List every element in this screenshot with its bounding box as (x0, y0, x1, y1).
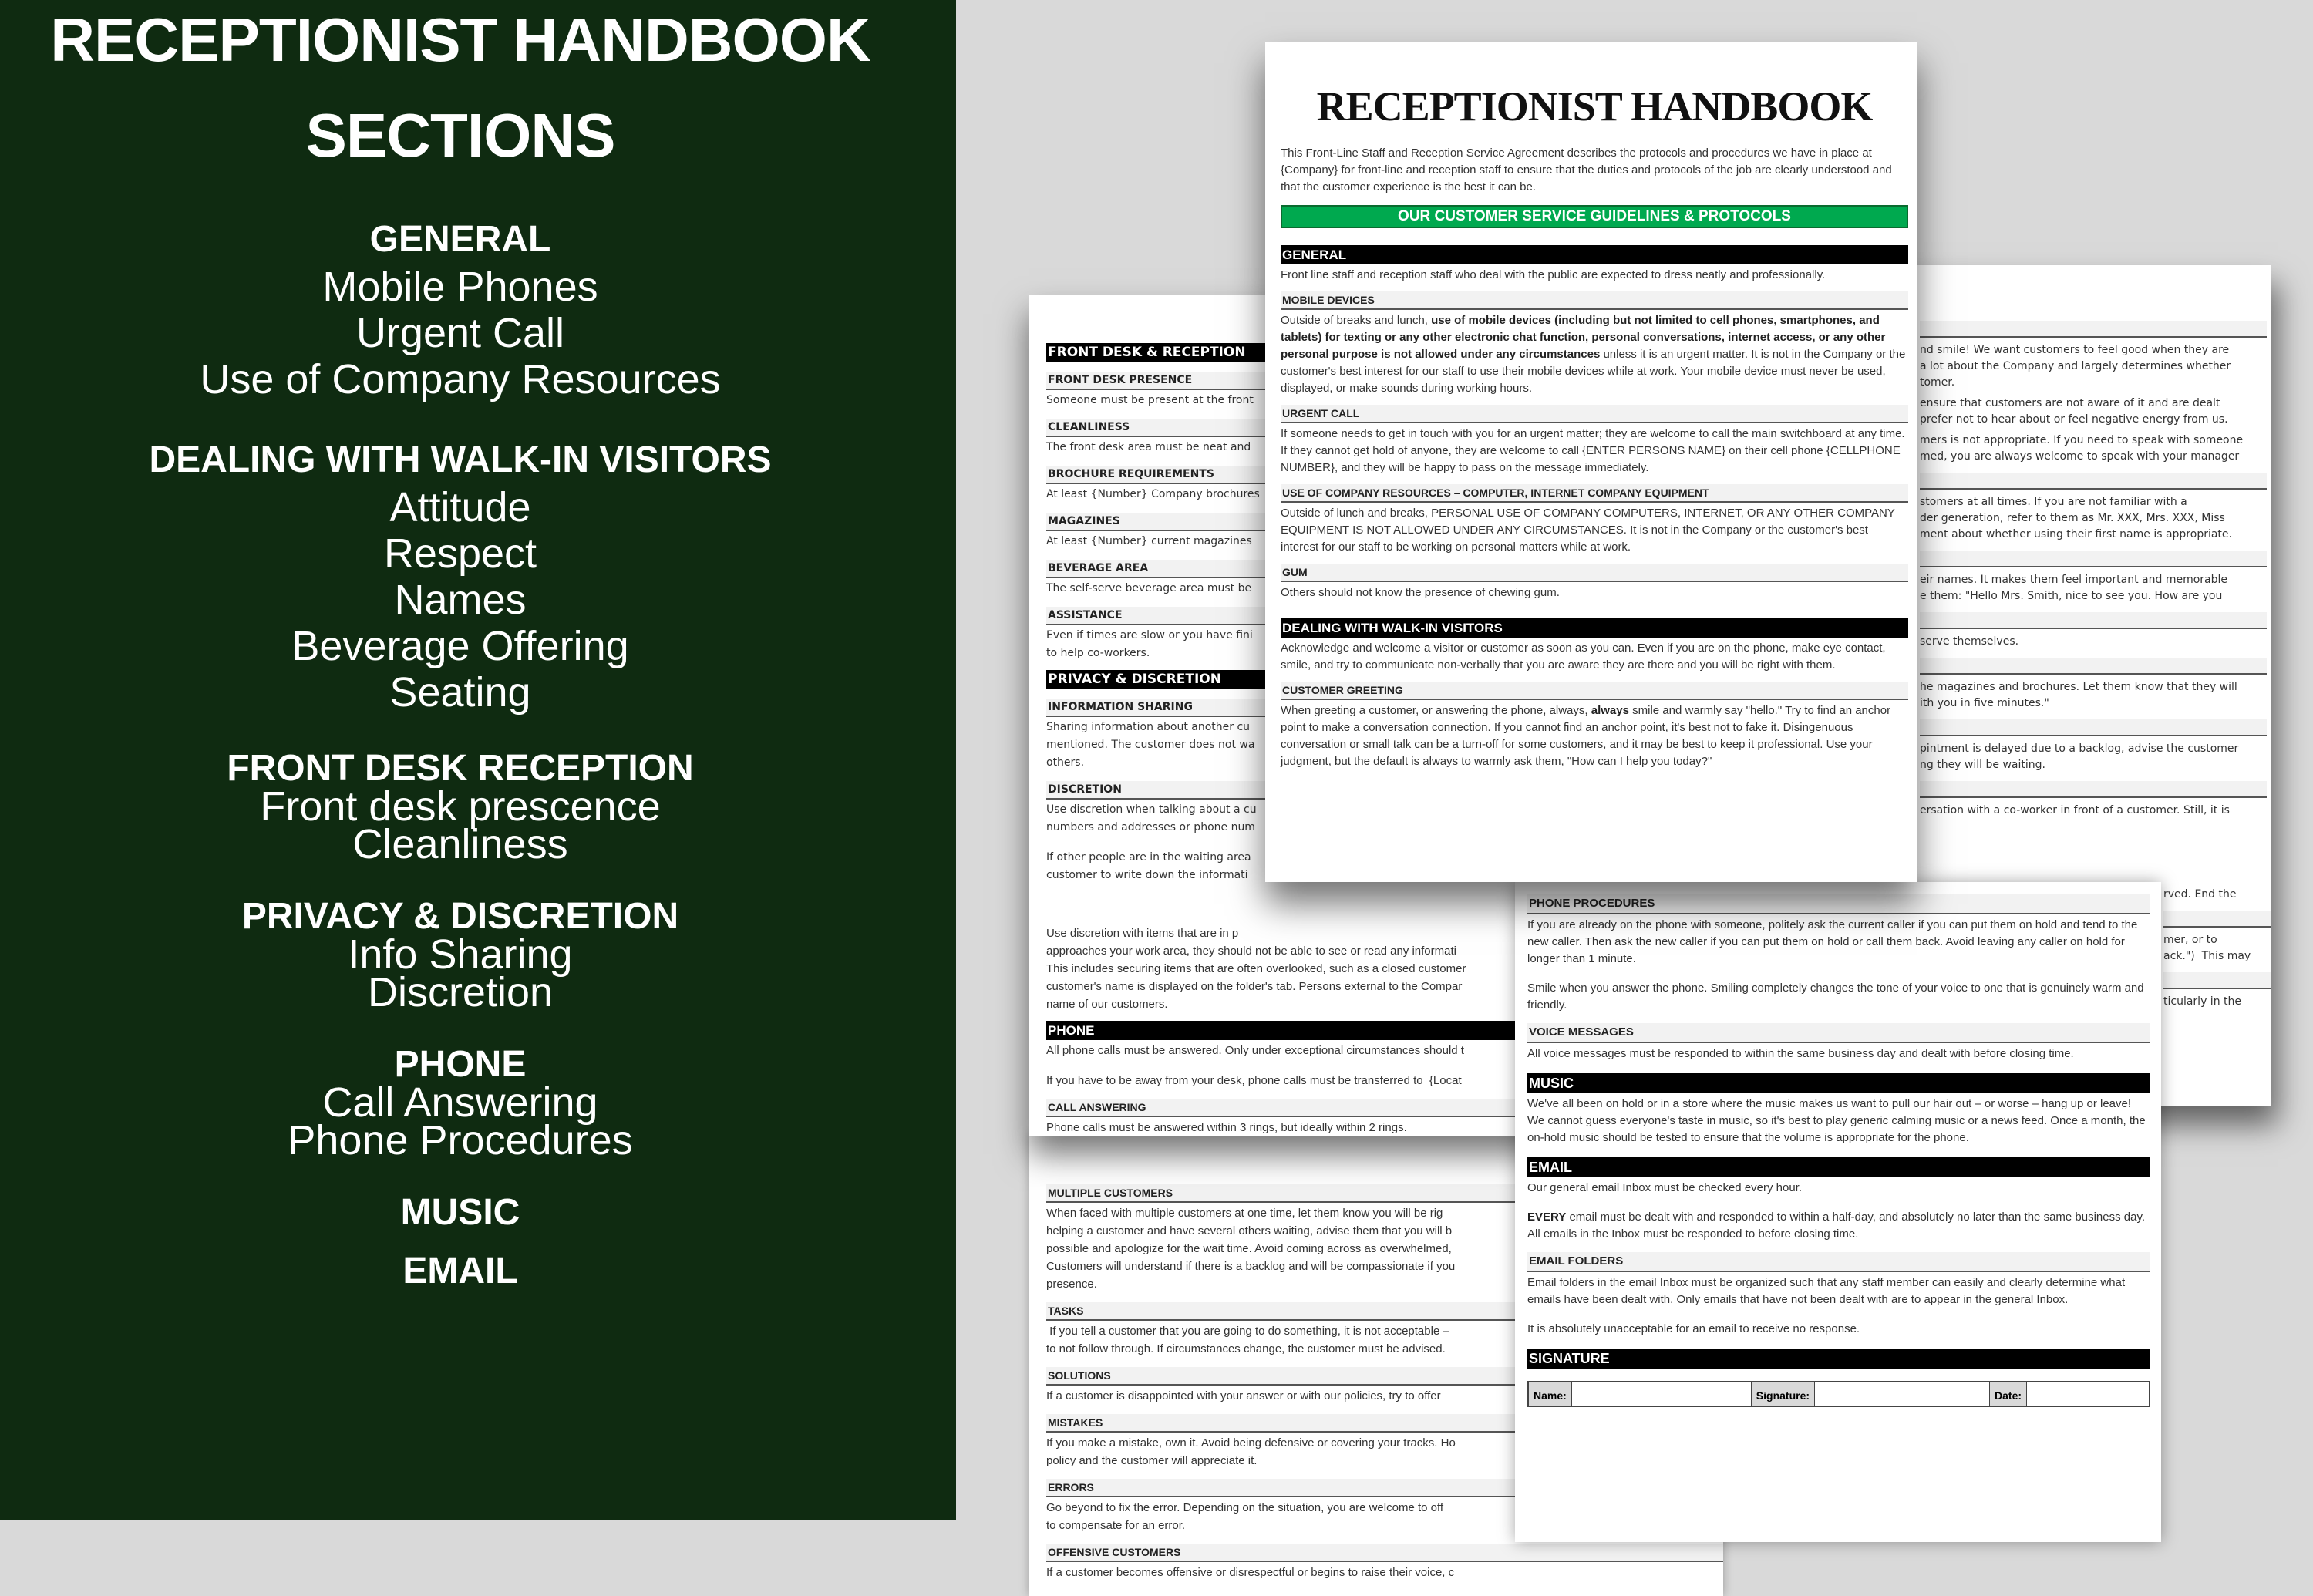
section-group (0, 436, 921, 716)
subsection-heading: INFORMATION SHARING (1046, 699, 1723, 717)
subsection-heading: FRONT DESK PRESENCE (1046, 372, 1723, 390)
subsection-heading: MISTAKES (1046, 1414, 1723, 1433)
section-group (0, 748, 921, 867)
group-item: Info Sharing (348, 931, 573, 978)
section-paragraph: At least {Number} current magazines (1046, 535, 1252, 547)
section-paragraph: If a customer becomes offensive or disrespectful or begins to raise their voice, c (1046, 1566, 1455, 1579)
name-field[interactable] (1572, 1382, 1752, 1406)
name-label: Name: (1529, 1382, 1572, 1406)
section-paragraph: ticularly in the (2163, 995, 2241, 1008)
section-paragraph: Use discretion with items that are in p approaches your work area, they should not be able to see or read any informati This includes securing items that are often overlooked, such as a closed customer customer's name is displayed on the folder's tab. Persons external to the Compar name of our customers. (1046, 927, 1466, 1011)
subsection-heading-bar (1920, 781, 2267, 798)
group-heading: PRIVACY & DISCRETION (241, 896, 679, 937)
section-paragraph: eir names. It makes them feel important and memorable e them: "Hello Mrs. Smith, nice to see you. How are you (1920, 574, 2227, 602)
section-paragraph: If other people are in the waiting area customer to write down the informati (1046, 851, 1251, 881)
section-heading: DEALING WITH WALK-IN VISITORS (1281, 618, 1908, 638)
subsection-heading: OFFENSIVE CUSTOMERS (1046, 1544, 1723, 1562)
section-paragraph: We've all been on hold or in a store where the music makes us want to pull our hair out – or worse – hang up or leave! We cannot guess everyone's taste in music, so it's best to play generic calming music or a news feed. Once a month, the on-hold music should be tested to ensure that the volume is appropriate for the phone. (1527, 1097, 2146, 1144)
group-item: Urgent Call (355, 310, 565, 356)
group-item: Names (394, 577, 527, 623)
subsection-heading-bar (1920, 551, 2267, 567)
bold-text: EVERY (1527, 1210, 1567, 1224)
subsection-heading-bar (1920, 321, 2267, 338)
subsection-heading: MAGAZINES (1046, 513, 1723, 531)
section-paragraph: mer, or to ack.") This may (2163, 934, 2251, 962)
group-item: Front desk prescence (260, 783, 661, 830)
section-paragraph: pintment is delayed due to a backlog, advise the customer ng they will be waiting. (1920, 742, 2239, 771)
section-heading: FRONT DESK & RECEPTION (1046, 343, 1723, 362)
section-heading: SIGNATURE (1527, 1349, 2150, 1369)
subsection-heading: USE OF COMPANY RESOURCES – COMPUTER, INTERNET COMPANY EQUIPMENT (1281, 484, 1908, 503)
group-item: Cleanliness (352, 821, 568, 867)
section-paragraph: If a customer is disappointed with your answer or with our policies, try to offer (1046, 1389, 1441, 1402)
section-heading: MUSIC (1527, 1073, 2150, 1093)
section-paragraph: At least {Number} Company brochures (1046, 488, 1260, 500)
section-paragraph: Smile when you answer the phone. Smiling completely changes the tone of your voice to one that is genuinely warm and friendly. (1527, 982, 2144, 1012)
section-list (1281, 245, 1908, 770)
subsection-heading-bar (2163, 911, 2271, 928)
section-paragraph: The self-serve beverage area must be (1046, 582, 1252, 594)
section-paragraph (1281, 702, 1908, 770)
text-run: When greeting a customer, or answering the phone, always, (1281, 704, 1591, 717)
section-paragraph: serve themselves. (1920, 635, 2019, 648)
group-heading: GENERAL (369, 219, 551, 260)
section-paragraph: Go beyond to fix the error. Depending on the situation, you are welcome to off to compensate for an error. (1046, 1501, 1444, 1532)
subsection-heading-bar (1920, 473, 2267, 490)
bold-text: always (1591, 704, 1629, 717)
subsection-heading: PHONE PROCEDURES (1527, 894, 2150, 914)
subsection-heading: MULTIPLE CUSTOMERS (1046, 1184, 1723, 1203)
section-paragraph: Someone must be present at the front (1046, 394, 1254, 406)
section-paragraph (1527, 1209, 2150, 1243)
group-item: Mobile Phones (322, 264, 598, 310)
group-item: Phone Procedures (288, 1117, 633, 1163)
section-paragraph: mers is not appropriate. If you need to speak with someone med, you are always welcome to speak with your manager (1920, 434, 2244, 463)
document-page-bottom (1515, 882, 2161, 1542)
group-heading: PHONE (394, 1044, 527, 1085)
section-paragraph: If you have to be away from your desk, phone calls must be transferred to {Locat (1046, 1074, 1462, 1087)
group-heading: MUSIC (400, 1192, 520, 1233)
subsection-heading: TASKS (1046, 1302, 1723, 1321)
signature-label: Signature: (1752, 1382, 1815, 1406)
section-paragraph: If you are already on the phone with someone, politely ask the current caller if you can put them on hold and tend to the new caller. Then ask the new caller if you can put them on hold or call them back. Avoid leaving any caller on hold for longer than 1 minute. (1527, 918, 2138, 965)
section-list (2163, 882, 2271, 1010)
subsection-heading: MOBILE DEVICES (1281, 291, 1908, 310)
signature-table (1527, 1381, 2150, 1407)
section-paragraph: When faced with multiple customers at one time, let them know you will be rig helping a customer and have several others waiting, advise them that you will b possible and apologize for the wait time. Avoid coming across as overwhelmed, Customers will understand if there is a backlog and will be compassionate if you presence. (1046, 1207, 1456, 1291)
section-paragraph: Front line staff and reception staff who deal with the public are expected to dress neatly and professionally. (1281, 268, 1826, 281)
section-paragraph: If someone needs to get in touch with you for an urgent matter; they are welcome to call the main switchboard at any time. If they cannot get hold of anyone, they are welcome to call {ENTER PERSONS NAME} on their cell phone {CELLPHONE NUMBER}, and they will be happy to pass on the message immediately. (1281, 427, 1905, 474)
sections-panel (0, 0, 956, 1520)
section-paragraph: Acknowledge and welcome a visitor or customer as soon as you can. Even if you are on the phone, make eye contact, smile, and try to communicate non-verbally that you are aware they are there and you will be right with them. (1281, 641, 1886, 672)
section-paragraph: ersation with a co-worker in front of a customer. Still, it is (1920, 804, 2230, 817)
subsection-heading-bar (1920, 719, 2267, 736)
group-item: Respect (383, 530, 537, 577)
section-paragraph: stomers at all times. If you are not familiar with a der generation, refer to them as Mr. XXX, Mrs. XXX, Miss ment about whether using their first name is appropriate. (1920, 496, 2232, 540)
text-run: Outside of breaks and lunch, (1281, 314, 1432, 327)
text-run: email must be dealt with and responded to within a half-day, and absolutely no later than the same business day. All emails in the Inbox must be responded to before closing time. (1527, 1210, 2146, 1241)
section-paragraph: If you make a mistake, own it. Avoid being defensive or covering your tracks. Ho policy and the customer will appreciate it. (1046, 1436, 1456, 1467)
section-paragraph: nd smile! We want customers to feel good when they are a lot about the Company and largely determines whether tomer. (1920, 344, 2231, 389)
subsection-heading: ASSISTANCE (1046, 607, 1723, 625)
section-paragraph: It is absolutely unacceptable for an email to receive no response. (1527, 1322, 1860, 1335)
section-paragraph: Others should not know the presence of chewing gum. (1281, 586, 1560, 599)
section-paragraph: Use discretion when talking about a cu numbers and addresses or phone num (1046, 803, 1257, 833)
section-paragraph: Sharing information about another cu mentioned. The customer does not wa others. (1046, 721, 1255, 769)
group-heading: EMAIL (402, 1251, 518, 1291)
section-heading: EMAIL (1527, 1157, 2150, 1177)
guidelines-banner: OUR CUSTOMER SERVICE GUIDELINES & PROTOCOLS (1281, 205, 1908, 228)
section-paragraph: All voice messages must be responded to within the same business day and dealt with before closing time. (1527, 1047, 2074, 1060)
section-paragraph: Email folders in the email Inbox must be organized such that any staff member can easily and clearly determine what emails have been dealt with. Only emails that have not been dealt with are to appear in the general Inbox. (1527, 1276, 2126, 1306)
section-paragraph: ensure that customers are not aware of it and are dealt prefer not to hear about or feel negative energy from us. (1920, 397, 2228, 426)
section-paragraph (1281, 312, 1908, 397)
subsection-heading: CLEANLINESS (1046, 419, 1723, 437)
section-heading: PHONE (1046, 1021, 1723, 1040)
document-title: RECEPTIONIST HANDBOOK (1316, 83, 1873, 130)
section-group (0, 1194, 921, 1232)
document-page-front (1265, 42, 1917, 882)
section-group (0, 896, 921, 1015)
subsection-heading-bar (1920, 612, 2267, 629)
text-run: unless it is an urgent matter. It is not in the Company or the customer's best interest for our staff to use their mobile devices while at work. Your mobile device must never be used, displayed, or make sounds during working hours. (1281, 348, 1906, 395)
section-paragraph: Outside of lunch and breaks, PERSONAL USE OF COMPANY COMPUTERS, INTERNET, OR ANY OTHER COMPANY EQUIPMENT IS NOT ALLOWED UNDER ANY CIRCUMSTANCES. It is not in the Company or the customer's best interest for our staff to be working on personal matters while at work. (1281, 507, 1895, 554)
section-paragraph: Phone calls must be answered within 3 rings, but ideally within 2 rings. (1046, 1121, 1407, 1134)
subsection-heading: URGENT CALL (1281, 405, 1908, 423)
section-paragraph: rved. End the (2163, 888, 2237, 901)
date-label: Date: (1990, 1382, 2027, 1406)
section-paragraph: If you tell a customer that you are going to do something, it is not acceptable – to not follow through. If circumstances change, the customer must be advised. (1046, 1325, 1449, 1355)
section-group (0, 216, 921, 402)
subsection-heading: BEVERAGE AREA (1046, 560, 1723, 578)
text-run: smile and warmly say "hello." Try to find an anchor point to make a conversation connection. If you cannot find an anchor point, it's best not to fake it. Disingenuous conversation or small talk can be a turn-off for some customers, and it may be best to keep it professional. Use your judgment, but the default is always to warmly ask them, "How can I help you today?" (1281, 704, 1891, 768)
intro-paragraph: This Front-Line Staff and Reception Service Agreement describes the protocols and procedures we have in place at {Company} for front-line and reception staff to ensure that the duties and protocols of the job are clearly understood and that the customer experience is the best it can be. (1281, 146, 1892, 194)
group-item: Beverage Offering (291, 623, 629, 669)
section-group (0, 1252, 921, 1291)
subsection-heading: GUM (1281, 564, 1908, 582)
group-item: Attitude (389, 484, 531, 530)
panel-title: RECEPTIONIST HANDBOOK (50, 5, 870, 74)
section-groups (0, 216, 921, 1325)
subsection-heading-bar (2163, 972, 2271, 989)
section-paragraph: The front desk area must be neat and (1046, 441, 1251, 453)
section-paragraph: All phone calls must be answered. Only under exceptional circumstances should t (1046, 1044, 1464, 1057)
panel-subtitle: SECTIONS (305, 101, 615, 170)
section-heading: PRIVACY & DISCRETION (1046, 670, 1723, 689)
group-item: Use of Company Resources (200, 356, 721, 402)
section-paragraph: Even if times are slow or you have fini to help co-workers. (1046, 629, 1253, 659)
subsection-heading: SOLUTIONS (1046, 1367, 1723, 1386)
subsection-heading: CALL ANSWERING (1046, 1099, 1723, 1117)
subsection-heading: VOICE MESSAGES (1527, 1023, 2150, 1043)
subsection-heading: BROCHURE REQUIREMENTS (1046, 466, 1723, 484)
section-heading: GENERAL (1281, 245, 1908, 264)
section-paragraph: he magazines and brochures. Let them know that they will ith you in five minutes." (1920, 681, 2237, 709)
section-group (0, 1044, 921, 1163)
group-heading: FRONT DESK RECEPTION (227, 748, 694, 789)
group-heading: DEALING WITH WALK-IN VISITORS (149, 439, 772, 480)
group-item: Call Answering (322, 1079, 598, 1126)
subsection-heading: CUSTOMER GREETING (1281, 682, 1908, 700)
date-field[interactable] (2027, 1382, 2149, 1406)
subsection-heading: ERRORS (1046, 1479, 1723, 1497)
section-list (1920, 321, 2267, 819)
bold-text: use of mobile devices (including but not limited to cell phones, smartphones, and tablets) for texting or any other electronic chat function, personal conversations, internet access, or any other personal purpose is not allowed under any circumstances (1281, 314, 1886, 361)
signature-field[interactable] (1815, 1382, 1990, 1406)
section-paragraph: Our general email Inbox must be checked every hour. (1527, 1181, 1803, 1194)
group-item: Discretion (367, 969, 554, 1015)
subsection-heading: DISCRETION (1046, 781, 1723, 800)
group-item: Seating (389, 669, 531, 716)
subsection-heading-bar (1920, 658, 2267, 675)
subsection-heading: EMAIL FOLDERS (1527, 1252, 2150, 1272)
section-list (1527, 894, 2150, 1369)
